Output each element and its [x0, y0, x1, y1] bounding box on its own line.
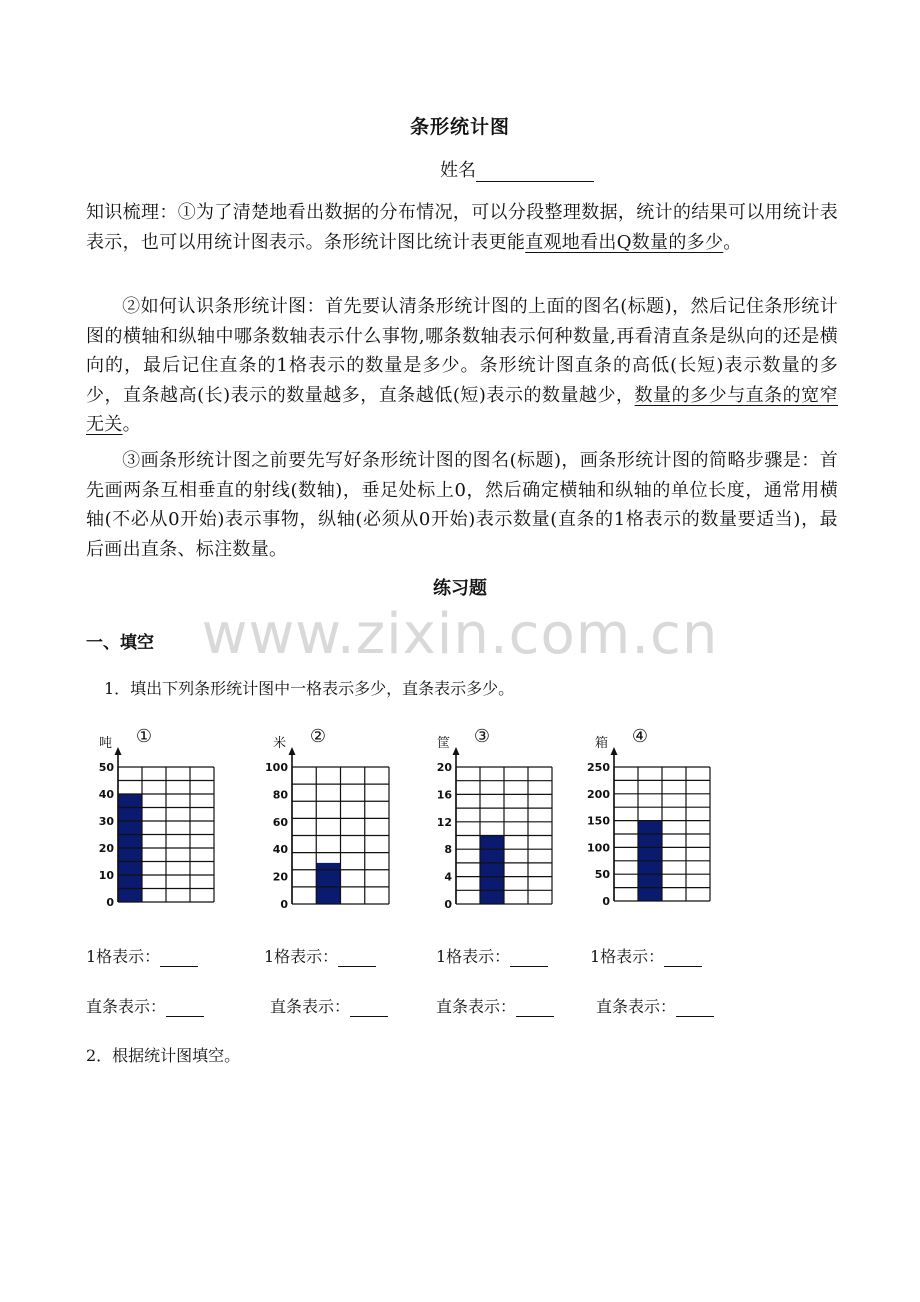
chart3-bar: [480, 836, 504, 905]
p1-underlined: 直观地看出Q数量的多少: [525, 231, 724, 253]
name-blank[interactable]: [476, 161, 594, 182]
chart2-tick-label: 0: [280, 898, 288, 911]
chart2-tick-label: 40: [272, 843, 288, 857]
cell-answer-4[interactable]: [590, 944, 702, 967]
chart4-axis-arrow-icon: [611, 747, 618, 755]
p2-text: ②如何认识条形统计图：首先要认清条形统计图的上面的图名(标题)，然后记住条形统计图的横轴和纵轴中哪条数轴表示什么事物,哪条数轴表示何种数量,再看清直条是纵向的还是横向的，最后记住直条的1格表示的数量是多少。条形统计图直条的高低(长短)表示数量的多少，直条越高(长)表示的数量越多，直条越低(短)表示的数量越少，: [86, 296, 838, 406]
chart4-title: ④: [631, 726, 649, 747]
chart4-tick-label: 100: [587, 841, 610, 855]
name-field[interactable]: [440, 156, 594, 182]
chart4-tick-label: 150: [587, 814, 610, 828]
bar-answer-3[interactable]: [436, 994, 554, 1017]
chart1-title: ①: [135, 726, 153, 747]
knowledge-paragraph-2: [86, 292, 838, 440]
chart2-tick-label: 80: [272, 788, 288, 802]
chart1-tick-label: 40: [98, 788, 114, 801]
bar-label: 直条表示：: [270, 997, 351, 1016]
bar-answer-2[interactable]: [270, 994, 388, 1017]
chart1-ylabel: 吨: [98, 736, 112, 751]
chart1-tick-label: 50: [98, 761, 114, 774]
question-1: 1．填出下列条形统计图中一格表示多少，直条表示多少。: [104, 679, 515, 698]
cell-label: 1格表示：: [590, 947, 665, 966]
cell-label: 1格表示：: [86, 947, 161, 966]
chart4-tick-label: 50: [594, 868, 610, 882]
chart2-tick-label: 20: [272, 870, 288, 884]
chart2-axis-arrow-icon: [289, 747, 296, 755]
p3-text: ③画条形统计图之前要先写好条形统计图的图名(标题)，画条形统计图的简略步骤是：首先画两条互相垂直的射线(数轴)，垂足处标上0，然后确定横轴和纵轴的单位长度，通常用横轴(不必从0开始)表示事物，纵轴(必须从0开始)表示数量(直条的1格表示的数量要适当)，最后画出直条、标注数量。: [86, 450, 838, 560]
cell-label: 1格表示：: [436, 947, 511, 966]
chart2-bar: [316, 863, 340, 904]
chart3-tick-label: 20: [436, 761, 452, 774]
bar-label: 直条表示：: [436, 997, 517, 1016]
chart2-title: ②: [309, 726, 327, 747]
chart1-tick-label: 0: [106, 896, 114, 909]
charts-area: [0, 720, 920, 920]
chart3-tick-label: 16: [436, 788, 452, 802]
knowledge-paragraph-1: [86, 198, 838, 257]
bar-label: 直条表示：: [596, 997, 677, 1016]
bar-answer-1[interactable]: [86, 994, 204, 1017]
chart1-axis-arrow-icon: [115, 747, 122, 755]
chart3-tick-label: 4: [444, 870, 452, 884]
chart2-ylabel: 米: [272, 736, 286, 751]
name-label: 姓名: [440, 160, 476, 181]
chart2-tick-label: 100: [265, 761, 288, 774]
chart3-ylabel: 筐: [436, 736, 450, 751]
p1-text: 知识梳理：①为了清楚地看出数据的分布情况，可以分段整理数据，统计的结果可以用统计表表示，也可以用统计图表示。条形统计图比统计表更能: [86, 202, 838, 253]
question-2: 2．根据统计图填空。: [86, 1046, 241, 1065]
bar-label: 直条表示：: [86, 997, 167, 1016]
chart3-tick-label: 0: [444, 898, 452, 911]
chart3-axis-arrow-icon: [453, 747, 460, 755]
cell-answer-3[interactable]: [436, 944, 548, 967]
p1-end: 。: [723, 231, 742, 253]
knowledge-paragraph-3: [86, 446, 838, 564]
chart3-tick-label: 8: [444, 843, 452, 857]
section-heading: 一、填空: [86, 633, 154, 653]
chart4-tick-label: 250: [587, 761, 610, 774]
cell-answer-2[interactable]: [264, 944, 376, 967]
page-title: 条形统计图: [409, 116, 510, 138]
chart4-tick-label: 0: [602, 895, 610, 908]
chart3-tick-label: 12: [436, 815, 452, 829]
chart2-tick-label: 60: [272, 815, 288, 829]
bar-answer-4[interactable]: [596, 994, 714, 1017]
p2-end: 。: [122, 414, 141, 435]
chart4-tick-label: 200: [587, 787, 610, 801]
chart1-tick-label: 10: [98, 869, 114, 882]
cell-label: 1格表示：: [264, 947, 339, 966]
exercise-title: 练习题: [433, 578, 487, 599]
chart3-title: ③: [473, 726, 491, 747]
chart1-tick-label: 20: [98, 842, 114, 855]
cell-answer-1[interactable]: [86, 944, 198, 967]
watermark: www.zixin.com.cn: [201, 602, 719, 667]
chart4-ylabel: 箱: [594, 736, 608, 751]
p2-underlined: 数量的多少与直条的宽窄无关: [86, 384, 838, 435]
chart1-tick-label: 30: [98, 815, 114, 828]
